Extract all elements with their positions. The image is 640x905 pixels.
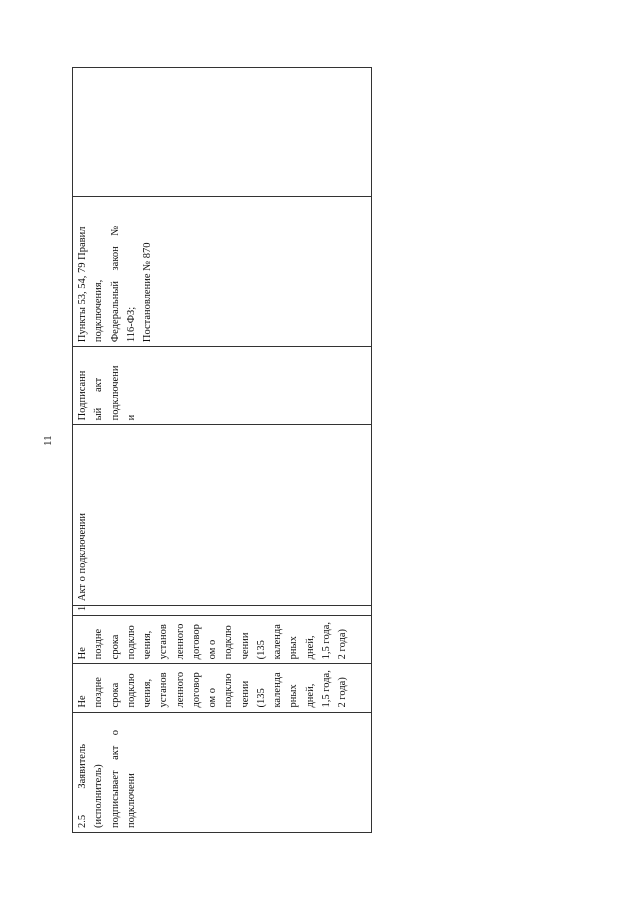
end-deadline-cell [73,616,372,664]
start-deadline-cell [73,664,372,712]
end-deadline-text: Не поздне срока подклю чения, установ ленного договор ом о подклю чении (135 календа рных дней, 1,5 года, 2 года) [77,621,349,660]
page-number: 11 [42,435,54,446]
duration-text: 1 [77,605,88,612]
document-cell [73,425,372,606]
table-row [73,68,372,833]
step-line-3: подписывает акт о [109,729,121,828]
step-cell [73,712,372,832]
rotated-table-frame [72,67,372,833]
step-line-1: 2.5 Заявитель [77,744,88,828]
result-text: Подписанн ый акт подключени и [77,365,137,421]
law-cell [73,196,372,347]
empty-cell [73,68,372,197]
procedure-table [72,67,372,833]
step-line-2: (исполнитель) [93,764,105,828]
step-line-4: подключени [125,773,137,828]
start-deadline-text: Не поздне срока подклю чения, установ ленного договор ом о подклю чении (135 календа рных дней, 1,5 года, 2 года) [77,670,349,708]
law-text: Пункты 53, 54, 79 Правил подключения, Федеральный закон № 116-ФЗ; Постановление № 870 [77,225,154,343]
document-text: Акт о подключении [77,512,88,602]
result-cell [73,347,372,425]
duration-cell [73,606,372,616]
